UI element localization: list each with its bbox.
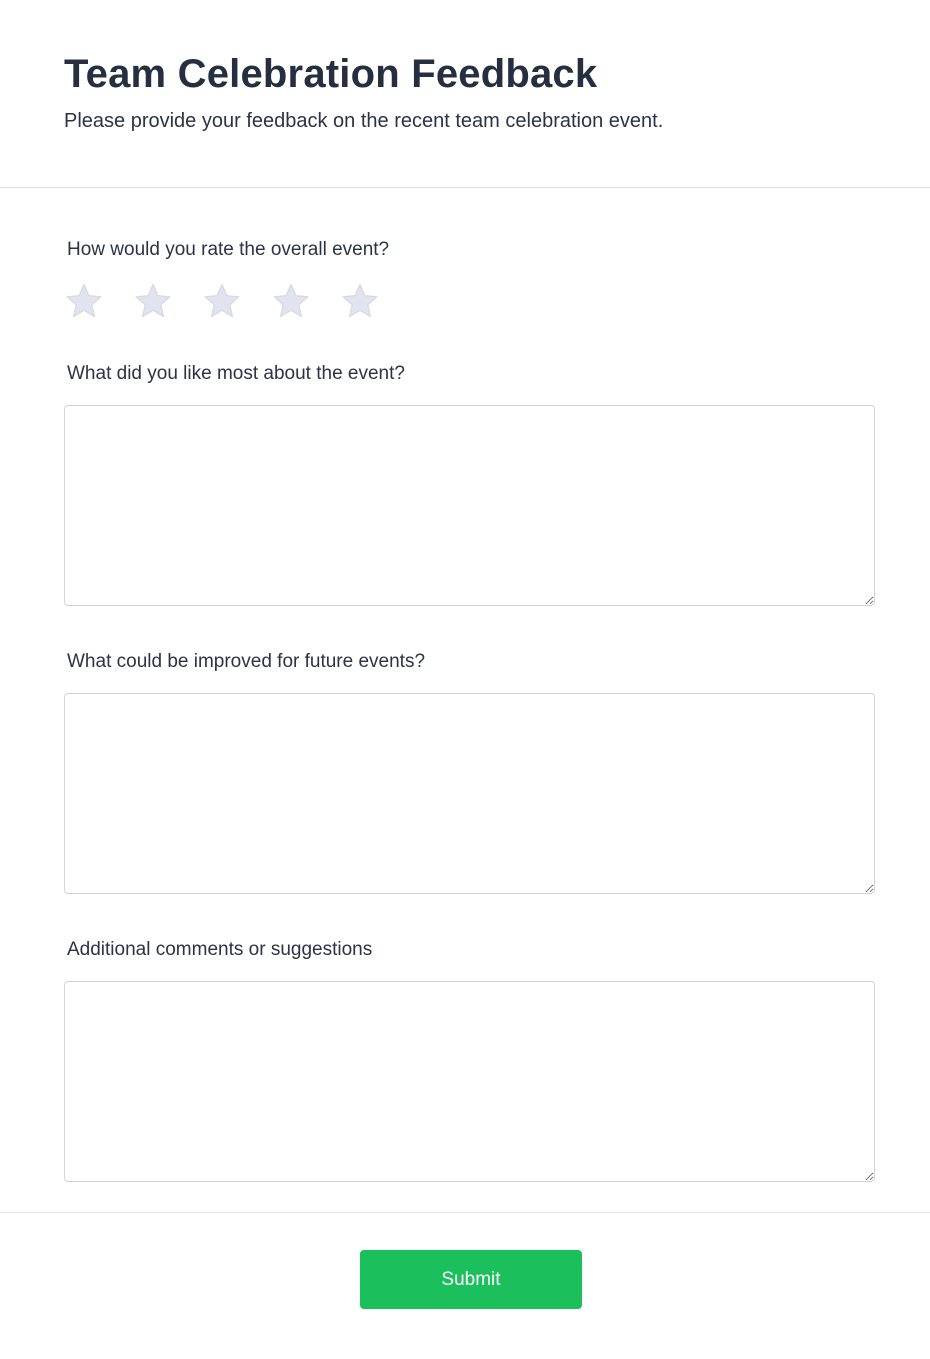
footer-divider: [0, 1212, 930, 1213]
star-icon[interactable]: [133, 281, 173, 321]
improvements-label: What could be improved for future events?: [67, 651, 426, 672]
star-rating[interactable]: [64, 281, 409, 321]
page-title: Team Celebration Feedback: [64, 52, 598, 96]
star-icon[interactable]: [202, 281, 242, 321]
rating-label: How would you rate the overall event?: [67, 239, 390, 260]
liked-most-textarea[interactable]: [64, 405, 875, 606]
submit-button[interactable]: Submit: [360, 1250, 582, 1309]
comments-textarea[interactable]: [64, 981, 875, 1182]
comments-label: Additional comments or suggestions: [67, 939, 373, 960]
page-subtitle: Please provide your feedback on the recent team celebration event.: [64, 110, 664, 132]
star-icon[interactable]: [64, 281, 104, 321]
improvements-textarea[interactable]: [64, 693, 875, 894]
star-icon[interactable]: [340, 281, 380, 321]
form-header: [0, 0, 930, 188]
liked-most-label: What did you like most about the event?: [67, 363, 405, 384]
star-icon[interactable]: [271, 281, 311, 321]
